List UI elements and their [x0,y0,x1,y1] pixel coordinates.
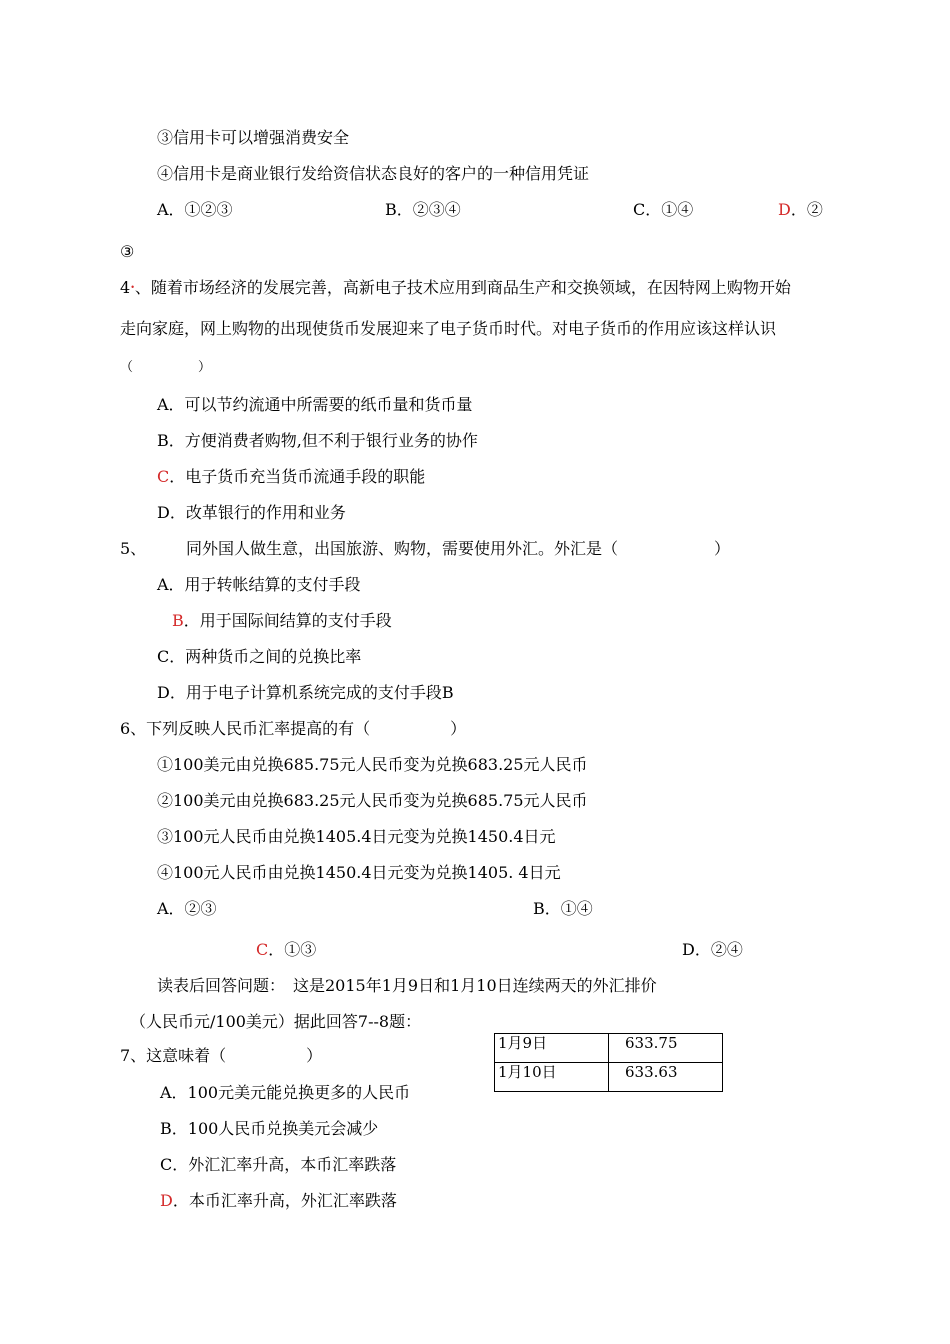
q5-stem: 同外国人做生意，出国旅游、购物，需要使用外汇。外汇是（ ） [186,539,731,558]
q6-option-b: B．①④ [533,899,593,918]
q4-answer-letter: C [157,467,170,486]
q7-option-b: B．100人民币兑换美元会减少 [160,1119,379,1138]
q5-option-b: B．用于国际间结算的支付手段 [172,611,392,630]
q4-option-d: D．改革银行的作用和业务 [157,503,346,522]
q7-option-c: C．外汇汇率升高，本币汇率跌落 [160,1155,397,1174]
q6-stem: 6、下列反映人民币汇率提高的有（ ） [120,719,467,738]
exchange-rate-table [494,1033,723,1092]
statement-3: ③信用卡可以增强消费安全 [157,128,350,147]
q3-option-b: B．②③④ [385,200,461,219]
q6-statement-3: ③100元人民币由兑换1405.4日元变为兑换1450.4日元 [157,827,556,846]
q4-option-a: A．可以节约流通中所需要的纸币量和货币量 [157,395,473,414]
table-cell-date: 1月9日 [495,1034,609,1063]
q4-stem-line1: 4•、随着市场经济的发展完善，高新电子技术应用到商品生产和交换领域，在因特网上购物开始 [120,278,791,297]
q3-option-d: D．② [778,200,823,219]
q7-option-d: D．本币汇率升高，外汇汇率跌落 [160,1191,397,1210]
q6-statement-4: ④100元人民币由兑换1450.4日元变为兑换1405. 4日元 [157,863,561,882]
q5-option-c: C．两种货币之间的兑换比率 [157,647,362,666]
red-dot-mark: • [130,283,135,292]
q6-answer-letter: C [256,940,269,959]
table-row [495,1034,723,1063]
q5-option-a: A．用于转帐结算的支付手段 [157,575,361,594]
reading-prompt-line2: （人民币元/100美元）据此回答7--8题： [130,1012,422,1031]
q6-statement-2: ②100美元由兑换683.25元人民币变为兑换685.75元人民币 [157,791,588,810]
q6-option-d: D．②④ [682,940,743,959]
q4-option-c: C．电子货币充当货币流通手段的职能 [157,467,426,486]
q4-answer-blank: （ ） [120,360,212,375]
table-row [495,1063,723,1092]
q3-option-d-wrap: ③ [120,242,135,261]
reading-prompt-line1: 读表后回答问题： 这是2015年1月9日和1月10日连续两天的外汇排价 [157,976,657,995]
table-cell-rate: 633.63 [609,1063,723,1092]
q6-statement-1: ①100美元由兑换685.75元人民币变为兑换683.25元人民币 [157,755,588,774]
q4-stem-line2: 走向家庭，网上购物的出现使货币发展迎来了电子货币时代。对电子货币的作用应该这样认识 [120,319,777,338]
q6-option-a: A．②③ [157,899,217,918]
q7-option-a: A．100元美元能兑换更多的人民币 [160,1083,411,1102]
q6-option-c: C．①③ [256,940,317,959]
statement-4: ④信用卡是商业银行发给资信状态良好的客户的一种信用凭证 [157,164,590,183]
q5-option-d: D．用于电子计算机系统完成的支付手段B [157,683,454,702]
q4-option-b: B．方便消费者购物,但不利于银行业务的协作 [157,431,478,450]
q3-answer-letter: D [778,200,791,219]
table-cell-rate: 633.75 [609,1034,723,1063]
table-cell-date: 1月10日 [495,1063,609,1092]
q7-answer-letter: D [160,1191,173,1210]
q5-number: 5、 [120,539,147,558]
q3-option-a: A．①②③ [157,200,233,219]
q5-answer-letter: B [172,611,184,630]
q7-stem: 7、这意味着（ ） [120,1046,323,1065]
q3-option-c: C．①④ [633,200,694,219]
